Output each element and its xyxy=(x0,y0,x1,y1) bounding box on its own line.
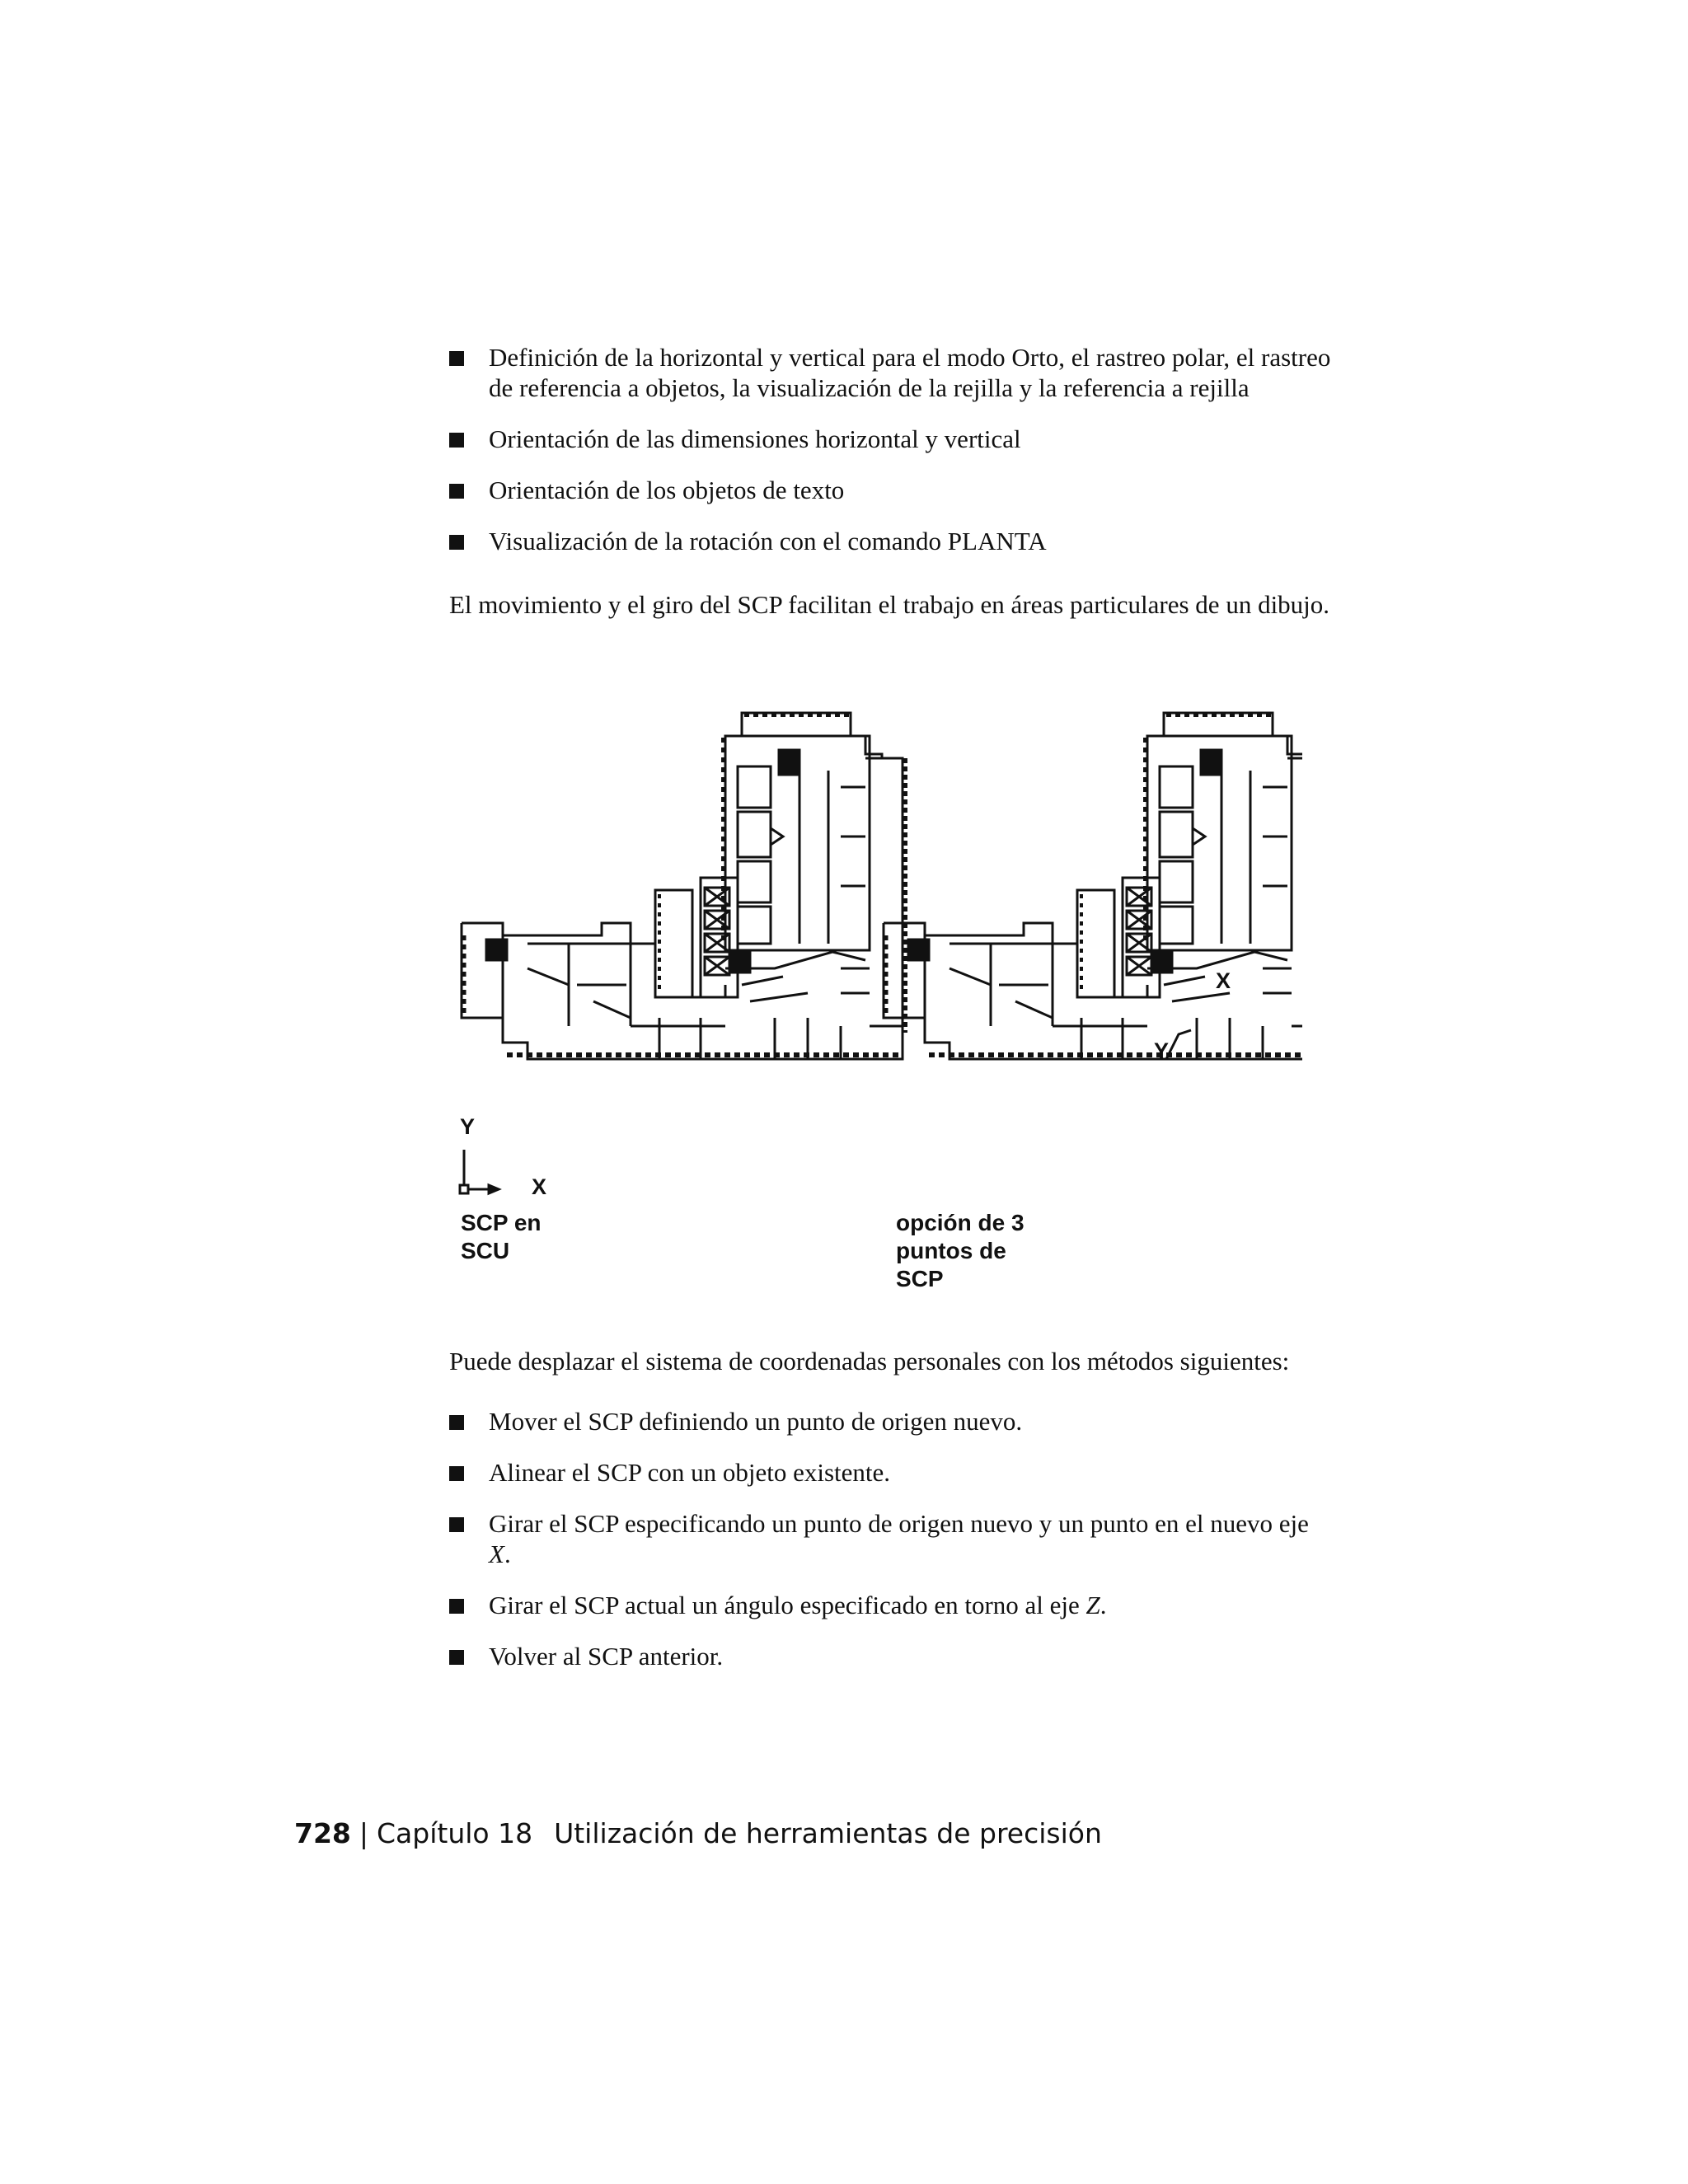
list-item-text: Girar el SCP especificando un punto de origen nuevo y un punto en el nuevo eje xyxy=(489,1509,1309,1538)
page-number: 728 xyxy=(294,1817,351,1849)
list-item xyxy=(449,526,1335,556)
list-item xyxy=(449,1641,1335,1671)
label-scp-en-scu: SCP en SCU xyxy=(461,1210,542,1263)
label-opcion-3-puntos: opción de 3 puntos de SCP xyxy=(896,1210,1025,1291)
list-item xyxy=(449,1590,1335,1620)
list-item-tail: . xyxy=(504,1540,511,1568)
axis-y-label-right: Y xyxy=(1154,1038,1170,1063)
axis-y-label-left: Y xyxy=(460,1114,476,1139)
floor-plan-drawing xyxy=(449,705,1302,1302)
bullet-square-icon xyxy=(449,484,464,499)
list-item xyxy=(449,424,1335,454)
list-item xyxy=(449,475,1335,505)
bullet-square-icon xyxy=(449,1517,464,1532)
bottom-bullet-list xyxy=(449,1406,1335,1671)
bullet-square-icon xyxy=(449,1599,464,1614)
list-item-text: Mover el SCP definiendo un punto de origen nuevo. xyxy=(489,1407,1023,1436)
footer-separator: | xyxy=(359,1817,369,1849)
list-item-tail: . xyxy=(1100,1591,1107,1619)
paragraph-scp-movement: El movimiento y el giro del SCP facilitan el trabajo en áreas particulares de un dibujo. xyxy=(449,590,1330,619)
bullet-square-icon xyxy=(449,351,464,366)
list-item-text: Orientación de los objetos de texto xyxy=(489,476,845,504)
list-item xyxy=(449,342,1335,403)
floor-plan-figure xyxy=(449,705,1302,1302)
floor-plan-left xyxy=(462,713,905,1059)
bullet-square-icon xyxy=(449,535,464,550)
bullet-square-icon xyxy=(449,1466,464,1481)
list-item-text: Volver al SCP anterior. xyxy=(489,1642,724,1671)
chapter-title: Utilización de herramientas de precisión xyxy=(554,1817,1102,1849)
floor-plan-right xyxy=(884,713,1302,1059)
list-item-emphasis: X xyxy=(489,1540,504,1568)
list-item-text: Alinear el SCP con un objeto existente. xyxy=(489,1458,891,1487)
list-item-text: Orientación de las dimensiones horizontal y vertical xyxy=(489,424,1021,453)
list-item-emphasis: Z xyxy=(1085,1591,1100,1619)
list-item-text: Girar el SCP actual un ángulo especificado en torno al eje xyxy=(489,1591,1086,1619)
list-item xyxy=(449,1508,1335,1569)
bullet-square-icon xyxy=(449,1650,464,1665)
axis-x-label-left: X xyxy=(532,1174,547,1199)
paragraph-methods-intro: Puede desplazar el sistema de coordenadas personales con los métodos siguientes: xyxy=(449,1347,1290,1376)
list-item-text: Definición de la horizontal y vertical para el modo Orto, el rastreo polar, el rastreo de referencia a objetos, la visualización de la rejilla y la referencia a rejilla xyxy=(489,343,1331,402)
list-item-text: Visualización de la rotación con el comando PLANTA xyxy=(489,527,1047,555)
ucs-axis-icon-left xyxy=(460,1150,499,1193)
page-footer xyxy=(294,1817,1102,1849)
bottom-content xyxy=(449,1346,1335,1692)
list-item xyxy=(449,1406,1335,1436)
bullet-square-icon xyxy=(449,433,464,448)
axis-x-label-right: X xyxy=(1216,968,1231,993)
list-item xyxy=(449,1457,1335,1488)
chapter-label: Capítulo 18 xyxy=(377,1817,533,1849)
top-content xyxy=(449,342,1335,620)
top-bullet-list xyxy=(449,342,1335,556)
bullet-square-icon xyxy=(449,1415,464,1430)
